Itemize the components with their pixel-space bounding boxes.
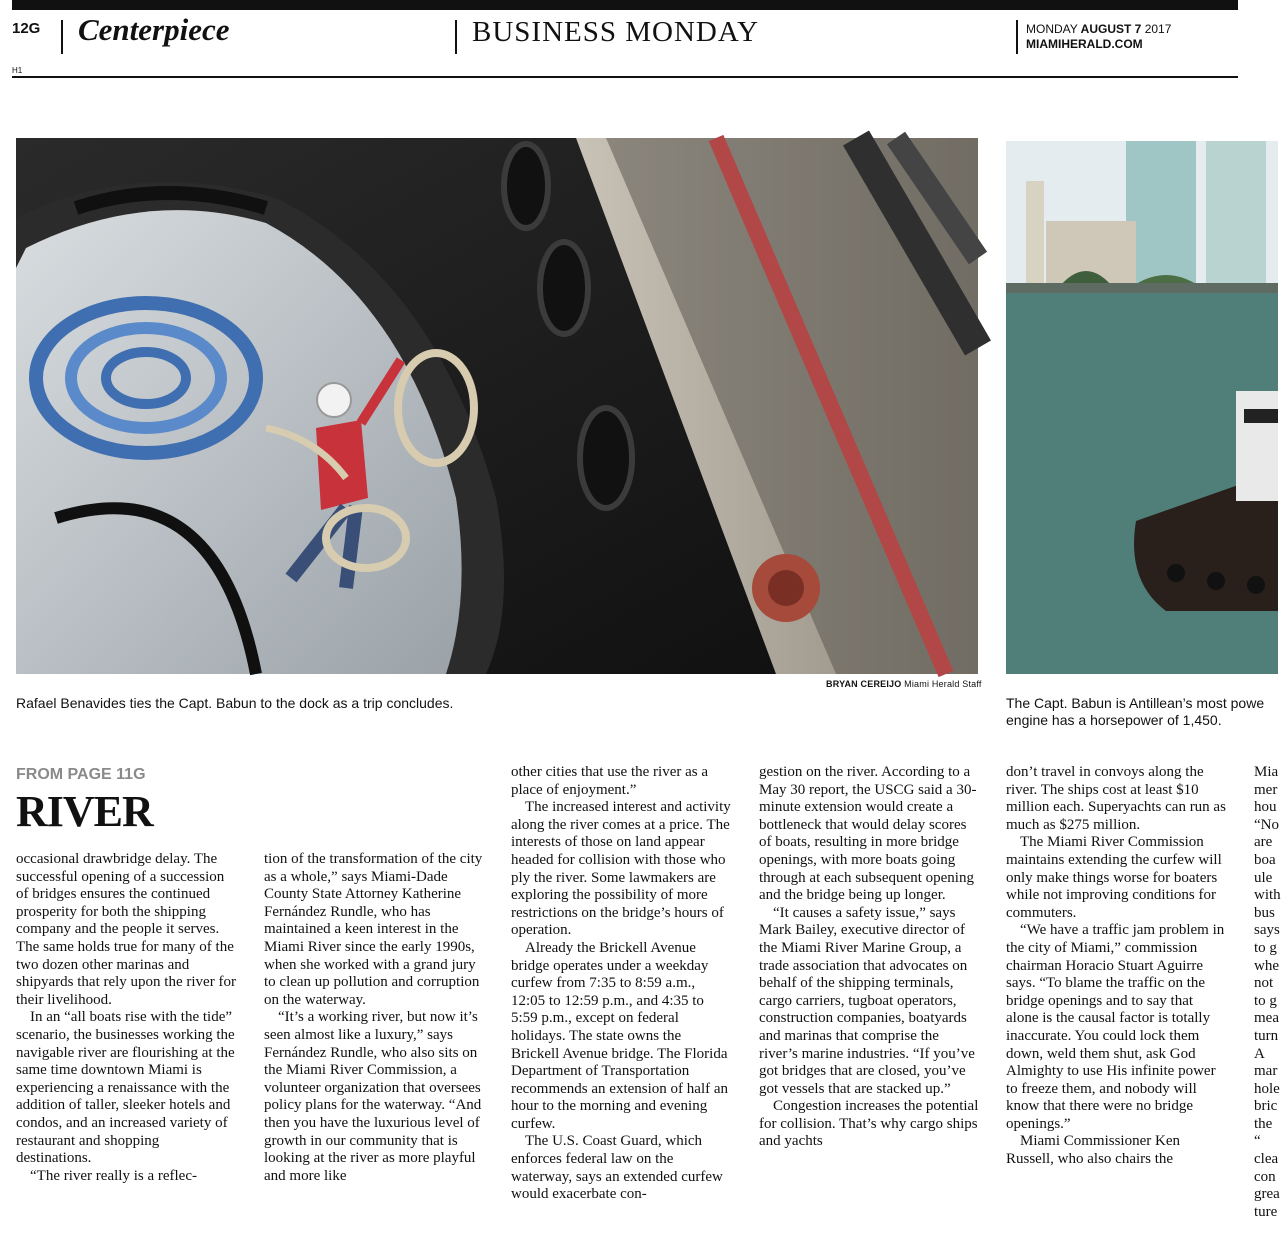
photographer-name: BRYAN CEREIJO <box>826 679 902 689</box>
article-column-5 <box>1006 764 1228 1230</box>
side-photo <box>1006 141 1278 674</box>
paragraph: In an “all boats rise with the tide” scenario, the businesses working the navigable river are flourishing at the same time downtown Miami is experiencing a renaissance with the addition of taller, sleeker hotels and condos, and an increased variety of restaurant and shopping destinations. <box>16 1009 235 1167</box>
article-column-6-cropped <box>1254 764 1281 1230</box>
column-6-fragment: clea <box>1254 1151 1279 1168</box>
column-6-fragment: con <box>1254 1168 1276 1185</box>
page-number: 12G <box>12 20 41 37</box>
paragraph: The Miami River Commission maintains extending the curfew will only make things worse for boaters while not improving conditions for commuters. <box>1006 834 1222 921</box>
column-6-fragment: not <box>1254 975 1274 992</box>
column-6-fragment: says <box>1254 922 1280 939</box>
column-6-fragment: mer <box>1254 781 1278 798</box>
edition-tag: H1 <box>12 66 23 75</box>
masthead-divider <box>61 20 63 54</box>
column-6-fragment: Mia <box>1254 764 1279 780</box>
masthead-rule <box>12 76 1238 78</box>
paragraph: “It’s a working river, but now it’s seen almost like a luxury,” says Fernández Rundle, who also sits on the Miami River Commission, a volunteer organization that oversees policy plans for the waterway. “And then you have the luxurious level of growth in our community that is looking at the river as more playful and more like <box>264 1009 482 1184</box>
section-name: Centerpiece <box>78 12 230 47</box>
column-6-fragment: ule <box>1254 869 1273 886</box>
column-6-fragment: whe <box>1254 957 1279 974</box>
masthead-divider <box>1016 20 1018 54</box>
article-column-1 <box>16 851 238 1231</box>
paragraph: “We have a traffic jam problem in the city of Miami,” commission chairman Horacio Stuart Aguirre says. “To blame the traffic on the bridge openings and to say that alone is the causal factor is totally inaccurate. You could lock them down, weld them shut, ask God Almighty to use His infinite power to freeze them, and nobody will know that there were no bridge openings.” <box>1006 922 1225 1132</box>
column-6-fragment: the <box>1254 1115 1273 1132</box>
photo-credit <box>826 679 982 689</box>
website: MIAMIHERALD.COM <box>1026 37 1143 51</box>
main-photo <box>16 138 978 674</box>
column-6-fragment: grea <box>1254 1186 1280 1203</box>
side-caption-line: The Capt. Babun is Antillean’s most powe <box>1006 695 1265 711</box>
column-6-fragment: hole <box>1254 1080 1280 1097</box>
paragraph: The U.S. Coast Guard, which enforces federal law on the waterway, says an extended curfew would exacerbate con- <box>511 1133 723 1203</box>
date-day: MONDAY <box>1026 22 1078 36</box>
main-photo-caption: Rafael Benavides ties the Capt. Babun to the dock as a trip concludes. <box>16 695 454 711</box>
column-6-fragment: boa <box>1254 851 1276 868</box>
column-6-fragment: ture <box>1254 1203 1278 1220</box>
paragraph: Miami Commissioner Ken Russell, who also chairs the <box>1006 1133 1180 1168</box>
column-6-fragment: with <box>1254 887 1281 904</box>
paragraph: tion of the transformation of the city as a whole,” says Miami-Dade County State Attorney Katherine Fernández Rundle, who has maintained a keen interest in the Miami River since the early 1990s, when she worked with a grand jury to clean up pollution and corruption on the waterway. <box>264 851 483 1008</box>
column-6-fragment: “ <box>1254 1133 1261 1150</box>
kicker: FROM PAGE 11G <box>16 766 146 783</box>
column-6-fragment: hou <box>1254 799 1277 816</box>
paragraph: “The river really is a reflec- <box>30 1167 197 1184</box>
dateline <box>1026 22 1171 52</box>
column-6-fragment: are <box>1254 834 1273 851</box>
headline: RIVER <box>16 787 153 836</box>
date-year: 2017 <box>1144 22 1172 36</box>
paragraph: gestion on the river. According to a May 30 report, the USCG said a 30-minute extension would create a bottleneck that would delay scores of boats, resulting in more bridge openings, with more boats going through at each subsequent opening and the bridge being up longer. <box>759 764 977 904</box>
column-6-fragment: mar <box>1254 1063 1278 1080</box>
article-column-4 <box>759 764 981 1230</box>
article-column-3 <box>511 764 733 1230</box>
paragraph: other cities that use the river as a place of enjoyment.” <box>511 764 709 798</box>
column-6-fragment: A <box>1254 1045 1265 1062</box>
paragraph: don’t travel in convoys along the river. The ships cost at least $10 million each. Superyachts can run as much as $275 million. <box>1006 764 1226 833</box>
photographer-org: Miami Herald Staff <box>904 679 982 689</box>
tugboat-skyline-illustration <box>1006 141 1278 674</box>
article-column-2 <box>264 851 486 1231</box>
top-rule-bar <box>12 0 1238 10</box>
column-6-fragment: turn <box>1254 1027 1279 1044</box>
side-caption-line: engine has a horsepower of 1,450. <box>1006 712 1222 728</box>
paragraph: The increased interest and activity along the river comes at a price. The interests of those on land appear headed for collision with those who ply the river. Some lawmakers are exploring the possibility of more restrictions on the bridge’s hours of operation. <box>511 799 731 939</box>
column-6-fragment: bric <box>1254 1098 1278 1115</box>
column-6-fragment: to g <box>1254 992 1277 1009</box>
column-6-fragment: mea <box>1254 1010 1279 1027</box>
column-6-fragment: to g <box>1254 939 1277 956</box>
side-photo-caption <box>1006 695 1278 729</box>
tugboat-dock-illustration <box>16 138 978 674</box>
column-6-fragment: bus <box>1254 904 1275 921</box>
paragraph: occasional drawbridge delay. The successful opening of a succession of bridges ensures the continued prosperity for both the shipping company and the people it serves. The same holds true for many of the two dozen other marinas and shipyards that rely upon the river for their livelihood. <box>16 851 236 1008</box>
paragraph: Already the Brickell Avenue bridge operates under a weekday curfew from 7:35 to 8:59 a.m., 12:05 to 12:59 p.m., and 4:35 to 5:59 p.m., except on federal holidays. The state owns the Brickell Avenue bridge. The Florida Department of Transportation recommends an extension of half an hour to the morning and evening curfew. <box>511 939 729 1132</box>
masthead-divider <box>455 20 457 54</box>
paragraph: Congestion increases the potential for collision. That’s why cargo ships and yachts <box>759 1098 979 1150</box>
column-6-fragment: “No <box>1254 816 1279 833</box>
paragraph: “It causes a safety issue,” says Mark Bailey, executive director of the Miami River Marine Group, a trade association that advocates on behalf of the shipping terminals, cargo carriers, tugboat operators, construction companies, boatyards and marinas that comprise the river’s marine industries. “If you’ve got bridges that are closed, you’ve got vessels that are stacked up.” <box>759 904 975 1097</box>
date-date: AUGUST 7 <box>1080 22 1142 36</box>
section-title: BUSINESS MONDAY <box>472 16 760 48</box>
